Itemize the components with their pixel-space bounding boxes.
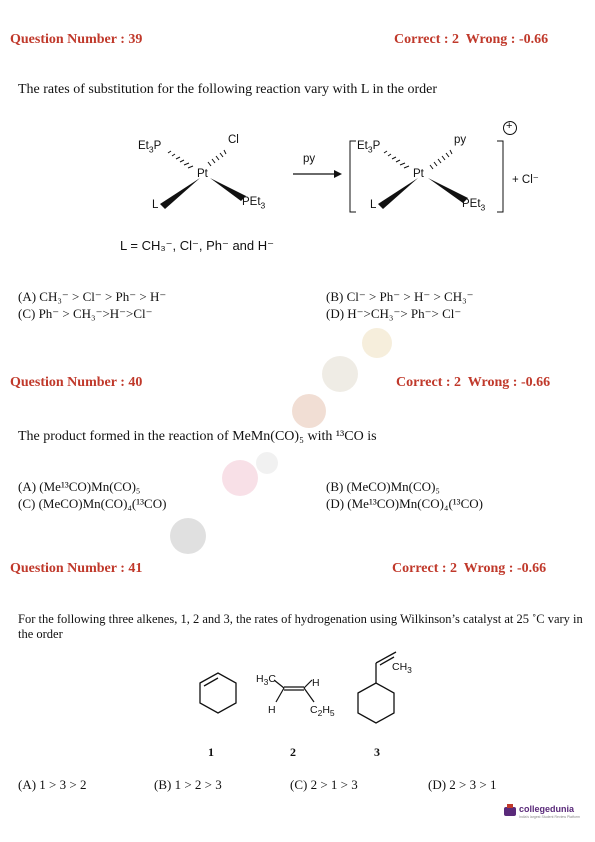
product-bracket-left [350, 141, 356, 212]
q40-option-d[interactable]: (D) (Me¹³CO)Mn(CO)₄(¹³CO) [326, 496, 483, 511]
structure-2-alkene [274, 680, 314, 702]
q40-option-b[interactable]: (B) (MeCO)Mn(CO)₅ [326, 479, 440, 494]
watermark-seal-2 [362, 328, 392, 358]
ligand-list: L = CH₃⁻, Cl⁻, Ph⁻ and H⁻ [120, 238, 275, 253]
reactant-wedge-PEt3 [210, 178, 246, 201]
reactant-l-label: L [152, 199, 159, 211]
structure-1-cyclohexene [200, 673, 236, 713]
watermark-seal-6 [170, 518, 206, 554]
reactant-wedge-L [160, 178, 200, 209]
question-number-41: Question Number : 41 [10, 561, 143, 576]
product-pet3-label: PEt$_3$ [462, 198, 486, 213]
question-number-39: Question Number : 39 [10, 32, 143, 47]
question-39-text: The rates of substitution for the following reaction vary with L in the order [18, 82, 437, 97]
question-40-marks: Correct : 2 Wrong : -0.66 [396, 375, 551, 390]
question-number-40: Question Number : 40 [10, 375, 143, 390]
watermark-seal-1 [322, 356, 358, 392]
q40-option-c[interactable]: (C) (MeCO)Mn(CO)₄(¹³CO) [18, 496, 167, 511]
chloride-byproduct: + Cl⁻ [512, 174, 539, 186]
structure-3-methylcyclohexene [358, 652, 396, 723]
reactant-hashed-bonds [168, 150, 226, 168]
s2-c2h5-label: $C_2H_5$ [310, 704, 335, 719]
structure-label-3: 3 [374, 745, 380, 759]
structure-label-1: 1 [208, 745, 214, 759]
watermark-seal-5 [256, 452, 278, 474]
product-wedge-L [378, 178, 418, 209]
question-40-text: The product formed in the reaction of MeMn(CO)₅ with ¹³CO is [18, 429, 377, 444]
product-bracket-right [497, 141, 503, 212]
s3-ch3-label: $CH_3$ [392, 661, 412, 676]
logo-mark-icon [503, 804, 517, 818]
s2-h-bottom-label: H [268, 704, 276, 716]
reactant-et3p-label: $Et_3P$ [138, 140, 162, 155]
watermark-seal-3 [292, 394, 326, 428]
product-py-label: py [454, 134, 467, 146]
reactant-pt-label: Pt [197, 168, 208, 180]
q39-option-b[interactable]: (B) Cl⁻ > Ph⁻ > H⁻ > CH₃⁻ [326, 289, 474, 304]
collegedunia-logo [503, 800, 591, 826]
reactant-pet3-label: PEt$_3$ [242, 196, 266, 211]
q41-option-c[interactable]: (C) 2 > 1 > 3 [290, 777, 358, 792]
structure-label-2: 2 [290, 745, 296, 759]
q41-option-d[interactable]: (D) 2 > 3 > 1 [428, 777, 497, 792]
product-pt-label: Pt [413, 168, 424, 180]
q39-option-c[interactable]: (C) Ph⁻ > CH₃⁻>H⁻>Cl⁻ [18, 306, 153, 321]
question-41-text: For the following three alkenes, 1, 2 and 3, the rates of hydrogenation using Wilkinson’s catalyst at 25 ˚C vary in the order [18, 612, 583, 641]
q39-option-d[interactable]: (D) H⁻>CH₃⁻> Ph⁻> Cl⁻ [326, 306, 462, 321]
question-39-marks: Correct : 2 Wrong : -0.66 [394, 32, 549, 47]
product-hashed-bonds [384, 150, 452, 169]
alkene-structures [0, 650, 595, 760]
product-l-label: L [370, 199, 377, 211]
q39-option-a[interactable]: (A) CH₃⁻ > Cl⁻ > Ph⁻ > H⁻ [18, 289, 167, 304]
s2-h-top-label: H [312, 677, 320, 689]
reagent-py-label: py [303, 153, 316, 165]
logo-text: collegedunia [519, 804, 575, 814]
q40-option-a[interactable]: (A) (Me¹³CO)Mn(CO)₅ [18, 479, 141, 494]
positive-charge-sign: + [506, 120, 513, 132]
watermark-seal-4 [222, 460, 258, 496]
q41-option-a[interactable]: (A) 1 > 3 > 2 [18, 777, 87, 792]
s2-h3c-label: $H_3C$ [256, 673, 276, 688]
question-41-marks: Correct : 2 Wrong : -0.66 [392, 561, 547, 576]
reactant-cl-label: Cl [228, 134, 239, 146]
q41-option-b[interactable]: (B) 1 > 2 > 3 [154, 777, 222, 792]
product-et3p-label: $Et_3P$ [357, 140, 381, 155]
reaction-arrow-head [334, 170, 342, 178]
logo-tagline: India's largest Student Review Platform [519, 815, 580, 819]
